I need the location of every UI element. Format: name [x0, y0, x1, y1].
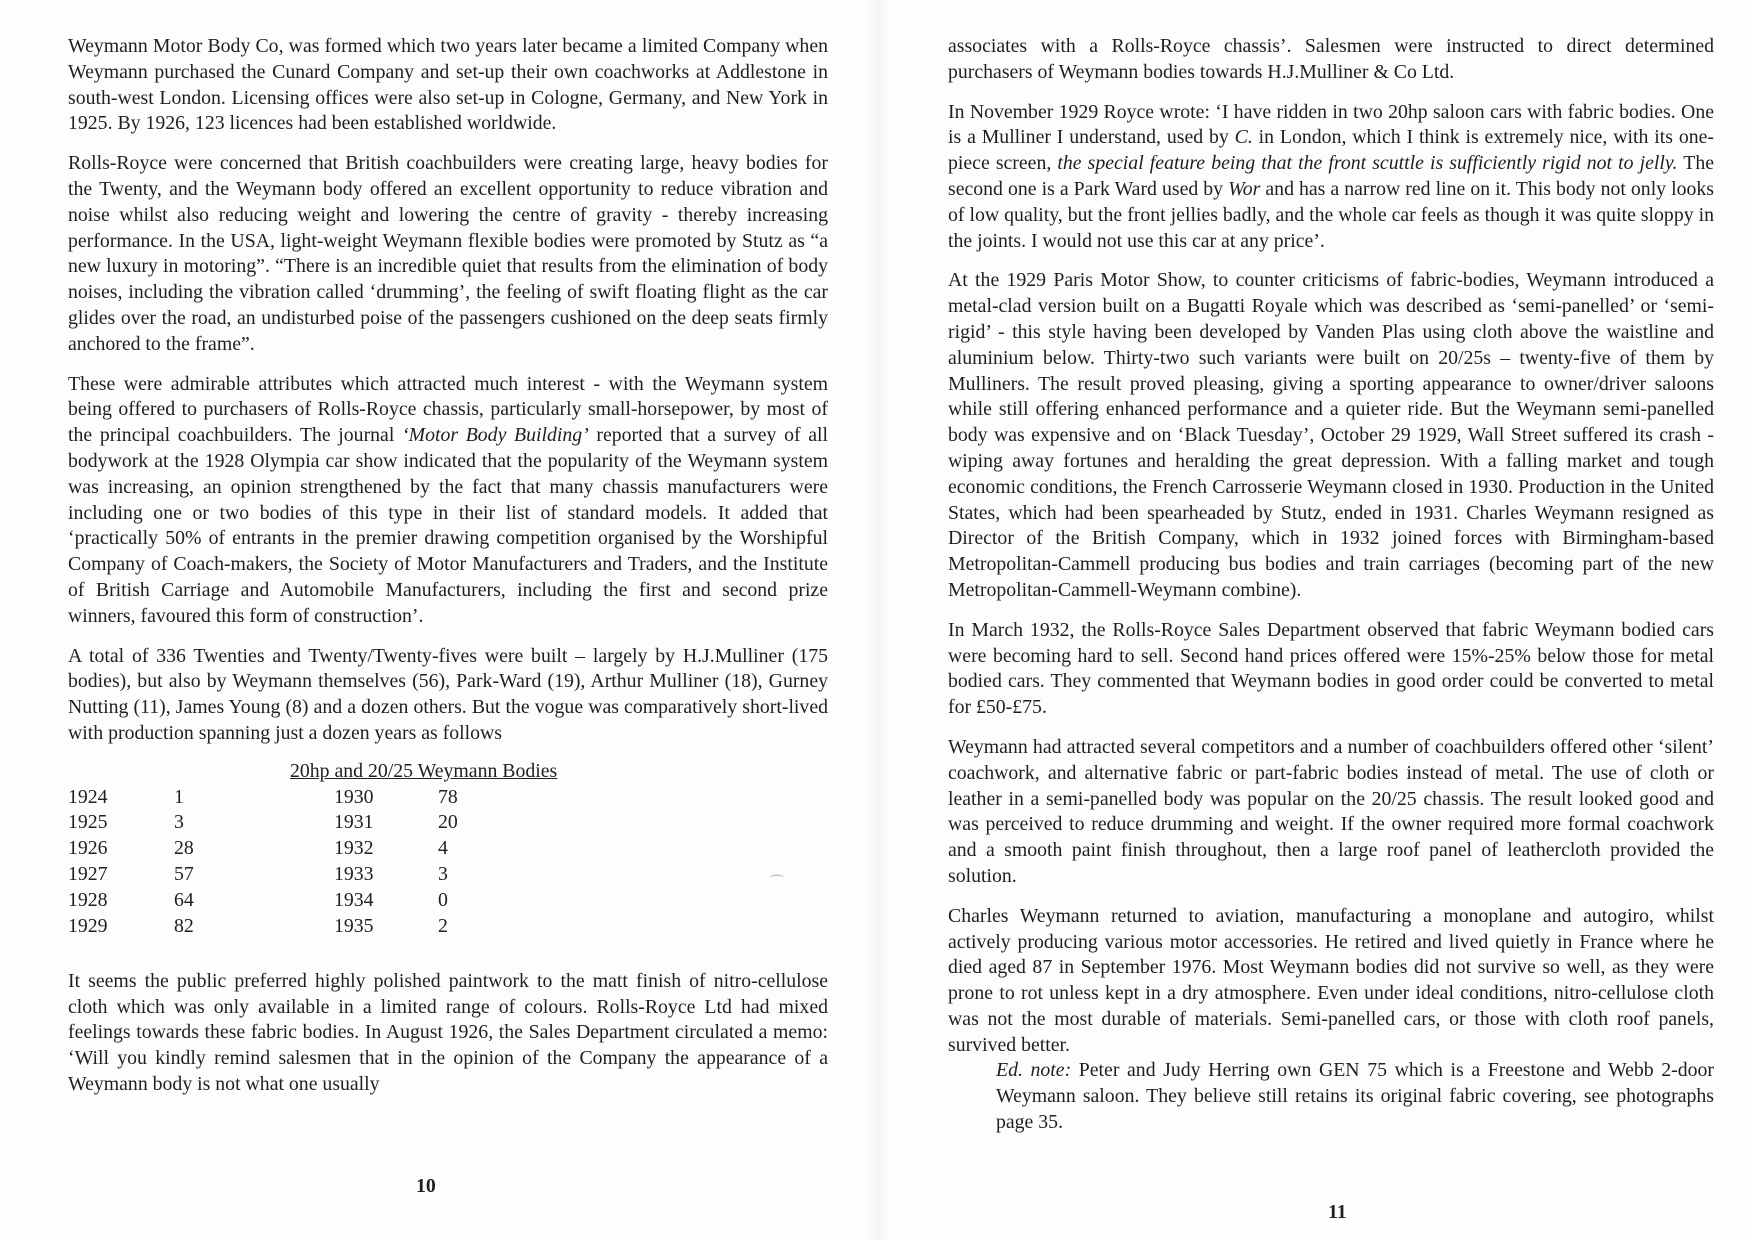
paragraph-text: In November 1929 Royce wrote: ‘I have ridden in two 20hp saloon cars with fabric bodies. One is a Mulliner I understand, used by [948, 100, 1714, 149]
table-row [68, 862, 828, 888]
scan-speck: ⌒ [770, 876, 784, 891]
name-wor: Wor [1228, 177, 1261, 200]
table-cell: 4 [438, 837, 448, 860]
paragraph-text: in London, which I think is extremely nice, with its one-piece screen, [948, 126, 1714, 175]
paragraph-associates: associates with a Rolls-Royce chassis’. Salesmen were instructed to direct determined purchasers of Weymann bodies towards H.J.Mulliner & Co Ltd. [948, 35, 1714, 83]
table-cell: 3 [174, 811, 184, 834]
paragraph-returned-aviation: Charles Weymann returned to aviation, manufacturing a monoplane and autogiro, whilst actively producing various motor accessories. He retired and lived quietly in France where he died aged 87 in September 1976. Most Weymann bodies did not survive so well, as they were prone to rot unless kept in a dry atmosphere. Even under ideal conditions, nitro-cellulose cloth was not the most durable of materials. Semi-panelled cars, or those with cloth roof panels, survived better. [948, 904, 1714, 1056]
table-cell: 78 [438, 785, 458, 808]
production-table [68, 759, 828, 957]
table-row [68, 785, 828, 811]
paragraph-public-preferred: It seems the public preferred highly polished paintwork to the matt finish of nitro-cellulose cloth which was only available in a limited range of colours. Rolls-Royce Ltd had mixed feelings towards these fabric bodies. In August 1926, the Sales Department circulated a memo: ‘Will you kindly remind salesmen that in the opinion of the Company the appearance of a Weymann body is not what one usually [68, 969, 828, 1095]
table-cell: 1935 [334, 914, 374, 937]
right-page [876, 0, 1752, 1240]
table-cell: 1926 [68, 837, 108, 860]
right-text-column [948, 34, 1714, 1136]
table-cell: 1933 [334, 862, 374, 885]
editor-note-label: Ed. note: [996, 1059, 1072, 1082]
table-cell: 1934 [334, 888, 374, 911]
table-cell: 57 [174, 862, 194, 885]
table-cell: 64 [174, 888, 194, 911]
table-cell: 0 [438, 888, 448, 911]
table-cell: 82 [174, 914, 194, 937]
paragraph-text: These were admirable attributes which attracted much interest - with the Weymann system being offered to purchasers of Rolls-Royce chassis, particularly small-horsepower, by most of the principal coachbuilders. The journal [68, 372, 828, 447]
table-cell: 2 [438, 914, 448, 937]
table-row [68, 888, 828, 914]
table-title: 20hp and 20/25 Weymann Bodies [290, 759, 558, 782]
table-cell: 1932 [334, 837, 374, 860]
table-cell: 20 [438, 811, 458, 834]
paragraph-admirable-attributes [68, 372, 828, 630]
table-cell: 1927 [68, 862, 108, 885]
page-number-left: 10 [416, 1175, 436, 1197]
journal-title: ‘Motor Body Building’ [402, 424, 589, 447]
paragraph-weymann-formed: Weymann Motor Body Co, was formed which two years later became a limited Company when Weymann purchased the Cunard Company and set-up their own coachworks at Addlestone in south-west London. Licensing offices were also set-up in Cologne, Germany, and New York in 1925. By 1926, 123 licences had been established worldwide. [68, 35, 828, 135]
paragraph-text: and has a narrow red line on it. This body not only looks of low quality, but the front jellies badly, and the whole car feels as though it was quite sloppy in the joints. I would not use this car at any price’. [948, 177, 1714, 252]
paragraph-competitors: Weymann had attracted several competitors and a number of coachbuilders offered other ‘silent’ coachwork, and alternative fabric or part-fabric bodies instead of metal. The use of cloth or leather in a semi-panelled body was popular on the 20/25 chassis. The result looked good and was perceived to reduce drumming and weight. If the owner required more formal coachwork and a smooth paint finish throughout, then a large roof panel of leathercloth provided the solution. [948, 735, 1714, 887]
paragraph-royce-wrote [948, 100, 1714, 255]
initial-c: C. [1234, 126, 1253, 149]
paragraph-text: reported that a survey of all bodywork at the 1928 Olympia car show indicated that the popularity of the Weymann system was increasing, an opinion strengthened by the fact that many chassis manufacturers were including one or two bodies of this type in their list of standard models. It added that ‘practically 50% of entrants in the premier drawing competition organised by the Worshipful Company of Coach-makers, the Society of Motor Manufacturers and Traders, and the Institute of British Carriage and Automobile Manufacturers, including the first and second prize winners, favoured this form of construction’. [68, 424, 829, 627]
editor-note [996, 1058, 1714, 1135]
table-cell: 28 [174, 837, 194, 860]
table-cell: 1 [174, 785, 184, 808]
table-row [68, 810, 828, 836]
table-row [68, 914, 828, 940]
paragraph-march-1932: In March 1932, the Rolls-Royce Sales Department observed that fabric Weymann bodied cars were becoming hard to sell. Second hand prices offered were 15%-25% below those for metal bodied cars. They commented that Weymann bodies in good order could be converted to metal for £50-£75. [948, 618, 1714, 719]
table-cell: 1924 [68, 785, 108, 808]
emphasis-quote: the special feature being that the front scuttle is sufficiently rigid not to jelly. [1057, 152, 1678, 175]
table-cell: 1931 [334, 811, 374, 834]
paragraph-total-336: A total of 336 Twenties and Twenty/Twenty-fives were built – largely by H.J.Mulliner (175 bodies), but also by Weymann themselves (56), Park-Ward (19), Arthur Mulliner (18), Gurney Nutting (11), James Young (8) and a dozen others. But the vogue was comparatively short-lived with production spanning just a dozen years as follows [68, 644, 828, 744]
table-cell: 3 [438, 862, 448, 885]
paragraph-paris-motor-show: At the 1929 Paris Motor Show, to counter criticisms of fabric-bodies, Weymann introduced a metal-clad version built on a Bugatti Royale which was described as ‘semi-panelled’ or ‘semi-rigid’ - this style having been developed by Vanden Plas using cloth above the waistline and aluminium below. Thirty-two such variants were built on 20/25s – twenty-five of them by Mulliners. The result proved pleasing, giving a sporting appearance to owner/driver saloons while still offering enhanced performance and a quieter ride. But the Weymann semi-panelled body was expensive and on ‘Black Tuesday’, October 29 1929, Wall Street suffered its crash - wiping away fortunes and heralding the great depression. With a falling market and tough economic conditions, the French Carrosserie Weymann closed in 1930. Production in the United States, which had been spearheaded by Stutz, ended in 1931. Charles Weymann resigned as Director of the British Company, which in 1932 joined forces with Birmingham-based Metropolitan-Cammell producing bus bodies and train carriages (becoming part of the new Metropolitan-Cammell-Weymann combine). [948, 269, 1714, 601]
table-row [68, 836, 828, 862]
table-cell: 1925 [68, 811, 108, 834]
left-text-column [68, 34, 828, 1098]
editor-note-text: Peter and Judy Herring own GEN 75 which is a Freestone and Webb 2-door Weymann saloon. They believe still retains its original fabric covering, see photographs page 35. [996, 1059, 1714, 1134]
table-cell: 1928 [68, 888, 108, 911]
table-cell: 1929 [68, 914, 108, 937]
paragraph-rolls-royce-concerned: Rolls-Royce were concerned that British coachbuilders were creating large, heavy bodies for the Twenty, and the Weymann body offered an excellent opportunity to reduce vibration and noise whilst also reducing weight and lowering the centre of gravity - thereby increasing performance. In the USA, light-weight Weymann flexible bodies were promoted by Stutz as “a new luxury in motoring”. “There is an incredible quiet that results from the elimination of body noises, including the vibration called ‘drumming’, the feeling of swift floating flight as the car glides over the road, an undisturbed poise of the passengers cushioned on the deep seats firmly anchored to the frame”. [68, 152, 828, 355]
table-cell: 1930 [334, 785, 374, 808]
page-number-right: 11 [1328, 1201, 1347, 1223]
paragraph-text: The second one is a Park Ward used by [948, 152, 1714, 200]
